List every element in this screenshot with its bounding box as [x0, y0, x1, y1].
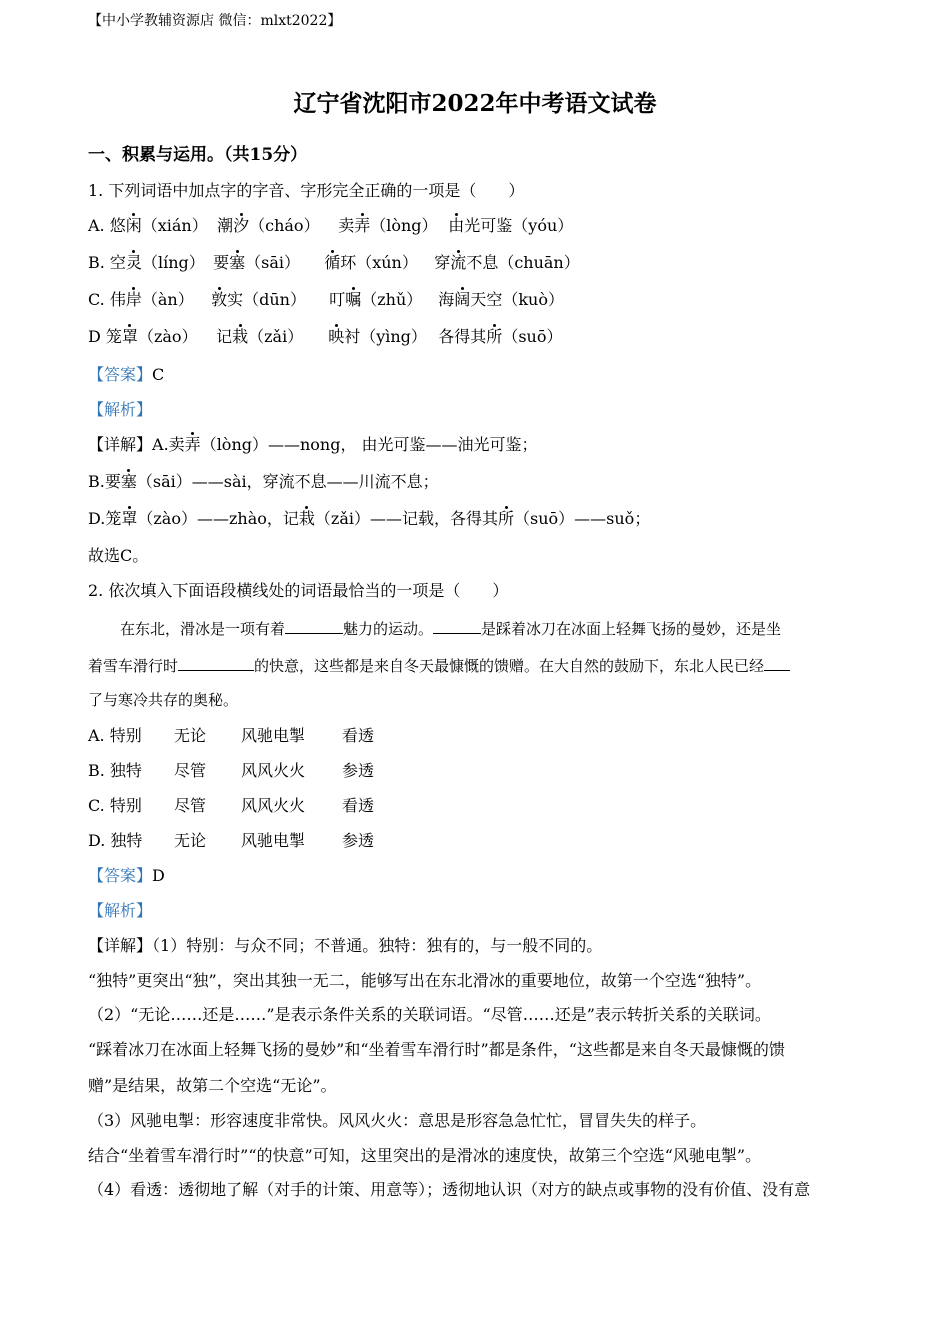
- q2-explanation-1: 【详解】（1）特别：与众不同；不普通。独特：独有的，与一般不同的。: [88, 936, 603, 955]
- q1-detail-line-1: 【详解】A.卖弄（lòng）——nong， 由光可鉴——油光可鉴；: [88, 435, 538, 454]
- section-heading: 一、积累与运用。（共15分）: [88, 145, 308, 165]
- question-1-stem: 1. 下列词语中加点字的字音、字形完全正确的一项是（ ）: [88, 181, 525, 200]
- q1-option-c: [88, 292, 564, 308]
- q2-explanation-2: “独特”更突出“独”，突出其独一无二，能够写出在东北滑冰的重要地位，故第一个空选“独特”。: [88, 971, 762, 990]
- word: D 笼罩（zào）: [88, 327, 198, 346]
- word: 各得其所（suō）: [438, 327, 563, 346]
- q2-option-c: C. 特别 尽管 风风火火 看透: [88, 796, 375, 815]
- q2-explanation-6: （3）风驰电掣：形容速度非常快。风风火火：意思是形容急急忙忙，冒冒失失的样子。: [88, 1111, 707, 1130]
- q2-explanation-3: （2）“无论……还是……”是表示条件关系的关联词语。“尽管……还是”表示转折关系的关联词。: [88, 1005, 771, 1024]
- word: 卖弄（lòng）: [338, 216, 438, 235]
- q1-answer: 【答案】C: [88, 365, 165, 384]
- blank-3: [178, 656, 254, 671]
- blank-2: [433, 619, 481, 634]
- q2-explanation-5: 赠”是结果，故第二个空选“无论”。: [88, 1076, 337, 1095]
- q1-conclusion: 故选C。: [88, 546, 149, 565]
- word: 循环（xún）: [324, 253, 418, 272]
- word: 映衬（yìng）: [328, 327, 427, 346]
- q1-option-b: [88, 255, 580, 271]
- q2-answer: 【答案】D: [88, 866, 165, 885]
- word: 海阔天空（kuò）: [438, 290, 564, 309]
- word: 敦实（dūn）: [211, 290, 306, 309]
- q2-option-d: D. 独特 无论 风驰电掣 参透: [88, 831, 375, 850]
- word: A. 悠闲（xián）: [88, 216, 208, 235]
- q2-analysis-label: 【解析】: [88, 901, 153, 920]
- q1-detail-line-2: B.要塞（sāi）——sài，穿流不息——川流不息；: [88, 472, 439, 491]
- word: C. 伟岸（àn）: [88, 290, 194, 309]
- blank-4: [764, 656, 790, 671]
- q2-passage-line-3: 了与寒冷共存的奥秘。: [88, 691, 239, 709]
- q2-passage-line-1: 在东北，滑冰是一项有着 魅力的运动。 是踩着冰刀在冰面上轻舞飞扬的曼妙，还是坐: [120, 620, 782, 638]
- word: 叮嘱（zhǔ）: [329, 290, 423, 309]
- q2-option-a: A. 特别 无论 风驰电掣 看透: [88, 726, 375, 745]
- page-header: 【中小学教辅资源店 微信：mlxt2022】: [88, 13, 342, 29]
- word: 要塞（sāi）: [213, 253, 300, 272]
- q2-passage-line-2: 着雪车滑行时 的快意，这些都是来自冬天最慷慨的馈赠。在大自然的鼓励下，东北人民已经: [88, 656, 790, 674]
- q1-analysis-label: 【解析】: [88, 400, 153, 419]
- page-title: 辽宁省沈阳市2022年中考语文试卷: [293, 90, 657, 117]
- q2-explanation-8: （4）看透：透彻地了解（对手的计策、用意等）；透彻地认识（对方的缺点或事物的没有价值、没有意: [88, 1180, 811, 1199]
- question-2-stem: 2. 依次填入下面语段横线处的词语最恰当的一项是（ ）: [88, 581, 509, 600]
- word: B. 空灵（líng）: [88, 253, 205, 272]
- word: 由光可鉴（yóu）: [448, 216, 574, 235]
- q2-explanation-7: 结合“坐着雪车滑行时”“的快意”可知，这里突出的是滑冰的速度快，故第三个空选“风驰电掣”。: [88, 1146, 762, 1165]
- q1-option-a: [88, 218, 573, 234]
- blank-1: [285, 619, 343, 634]
- q1-option-d: [88, 329, 562, 345]
- word: 潮汐（cháo）: [217, 216, 320, 235]
- q2-option-b: B. 独特 尽管 风风火火 参透: [88, 761, 375, 780]
- q2-explanation-4: “踩着冰刀在冰面上轻舞飞扬的曼妙”和“坐着雪车滑行时”都是条件，“这些都是来自冬天最慷慨的馈: [88, 1040, 785, 1059]
- word: 穿流不息（chuān）: [434, 253, 580, 272]
- q1-detail-line-3: D.笼罩（zào）——zhào，记栽（zǎi）——记载，各得其所（suō）——suǒ；: [88, 509, 651, 528]
- word: 记栽（zǎi）: [216, 327, 304, 346]
